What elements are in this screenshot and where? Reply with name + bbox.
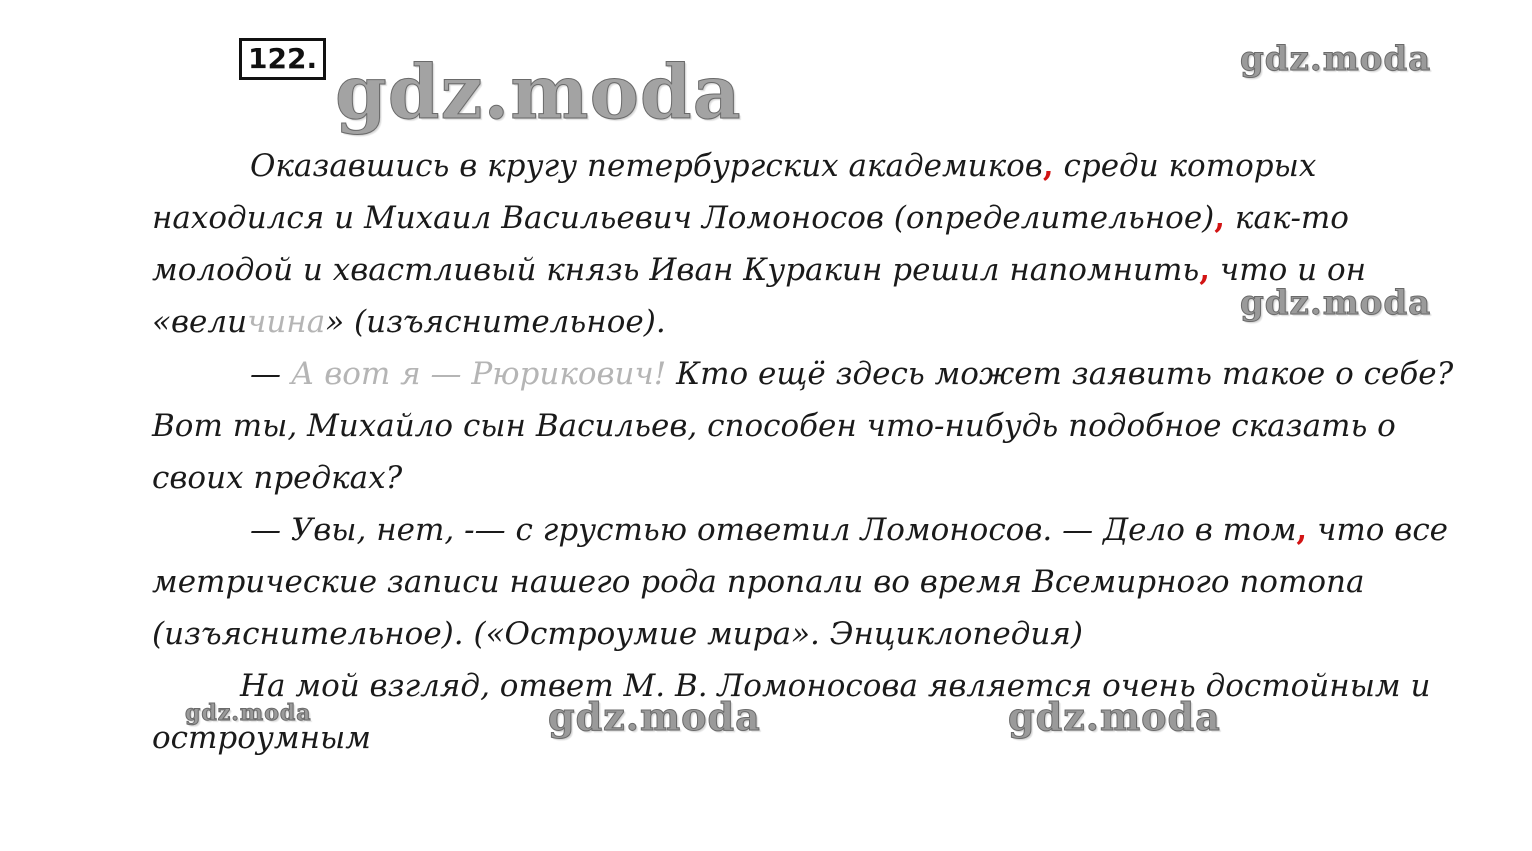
- faded-text: А вот я — Рюрикович!: [290, 356, 667, 392]
- text-run: » (изъяснительное).: [325, 304, 666, 340]
- text-run: Кто ещё здесь может заявить такое о себе? Вот ты, Михайло сын Васильев, способен что-нибудь подобное сказать о своих предках?: [152, 356, 1454, 496]
- answer-text: [152, 140, 1482, 764]
- inserted-comma: ,: [1042, 148, 1054, 184]
- text-run: Оказавшись в кругу петербургских академиков: [250, 148, 1043, 184]
- text-run: что все метрические записи нашего рода пропали во время Всемирного потопа (изъяснительное). («Остроумие мира». Энциклопедия): [152, 512, 1449, 652]
- inserted-comma: ,: [1296, 512, 1308, 548]
- text-run: среди которых находился и Михаил Васильевич Ломоносов (определительное): [152, 148, 1317, 236]
- text-run: —: [250, 356, 291, 392]
- paragraph: [152, 140, 1482, 348]
- inserted-comma: ,: [1214, 200, 1226, 236]
- text-run: что и он «вели: [152, 252, 1367, 340]
- inserted-comma: ,: [1199, 252, 1211, 288]
- task-number: 122.: [239, 38, 326, 80]
- watermark-logo-bottom-left: gdz.moda: [185, 700, 312, 726]
- watermark-logo-bottom-center: gdz.moda: [548, 694, 761, 739]
- text-run: как-то молодой и хвастливый князь Иван Куракин решил напомнить: [152, 200, 1349, 288]
- paragraph: [152, 660, 1482, 764]
- paragraph: [152, 504, 1482, 660]
- text-run: — Увы, нет, -— с грустью ответил Ломоносов. — Дело в том: [250, 512, 1297, 548]
- watermark-logo-bottom-right: gdz.moda: [1008, 694, 1221, 739]
- faded-text: чина: [247, 304, 326, 340]
- watermark-logo-top-right: gdz.moda: [1240, 39, 1432, 79]
- watermark-logo-mid-right: gdz.moda: [1240, 283, 1432, 323]
- paragraph: [152, 348, 1482, 504]
- watermark-logo-large: gdz.moda: [335, 50, 742, 136]
- text-run: На мой взгляд, ответ М. В. Ломоносова является очень достойным и остроумным: [152, 668, 1431, 756]
